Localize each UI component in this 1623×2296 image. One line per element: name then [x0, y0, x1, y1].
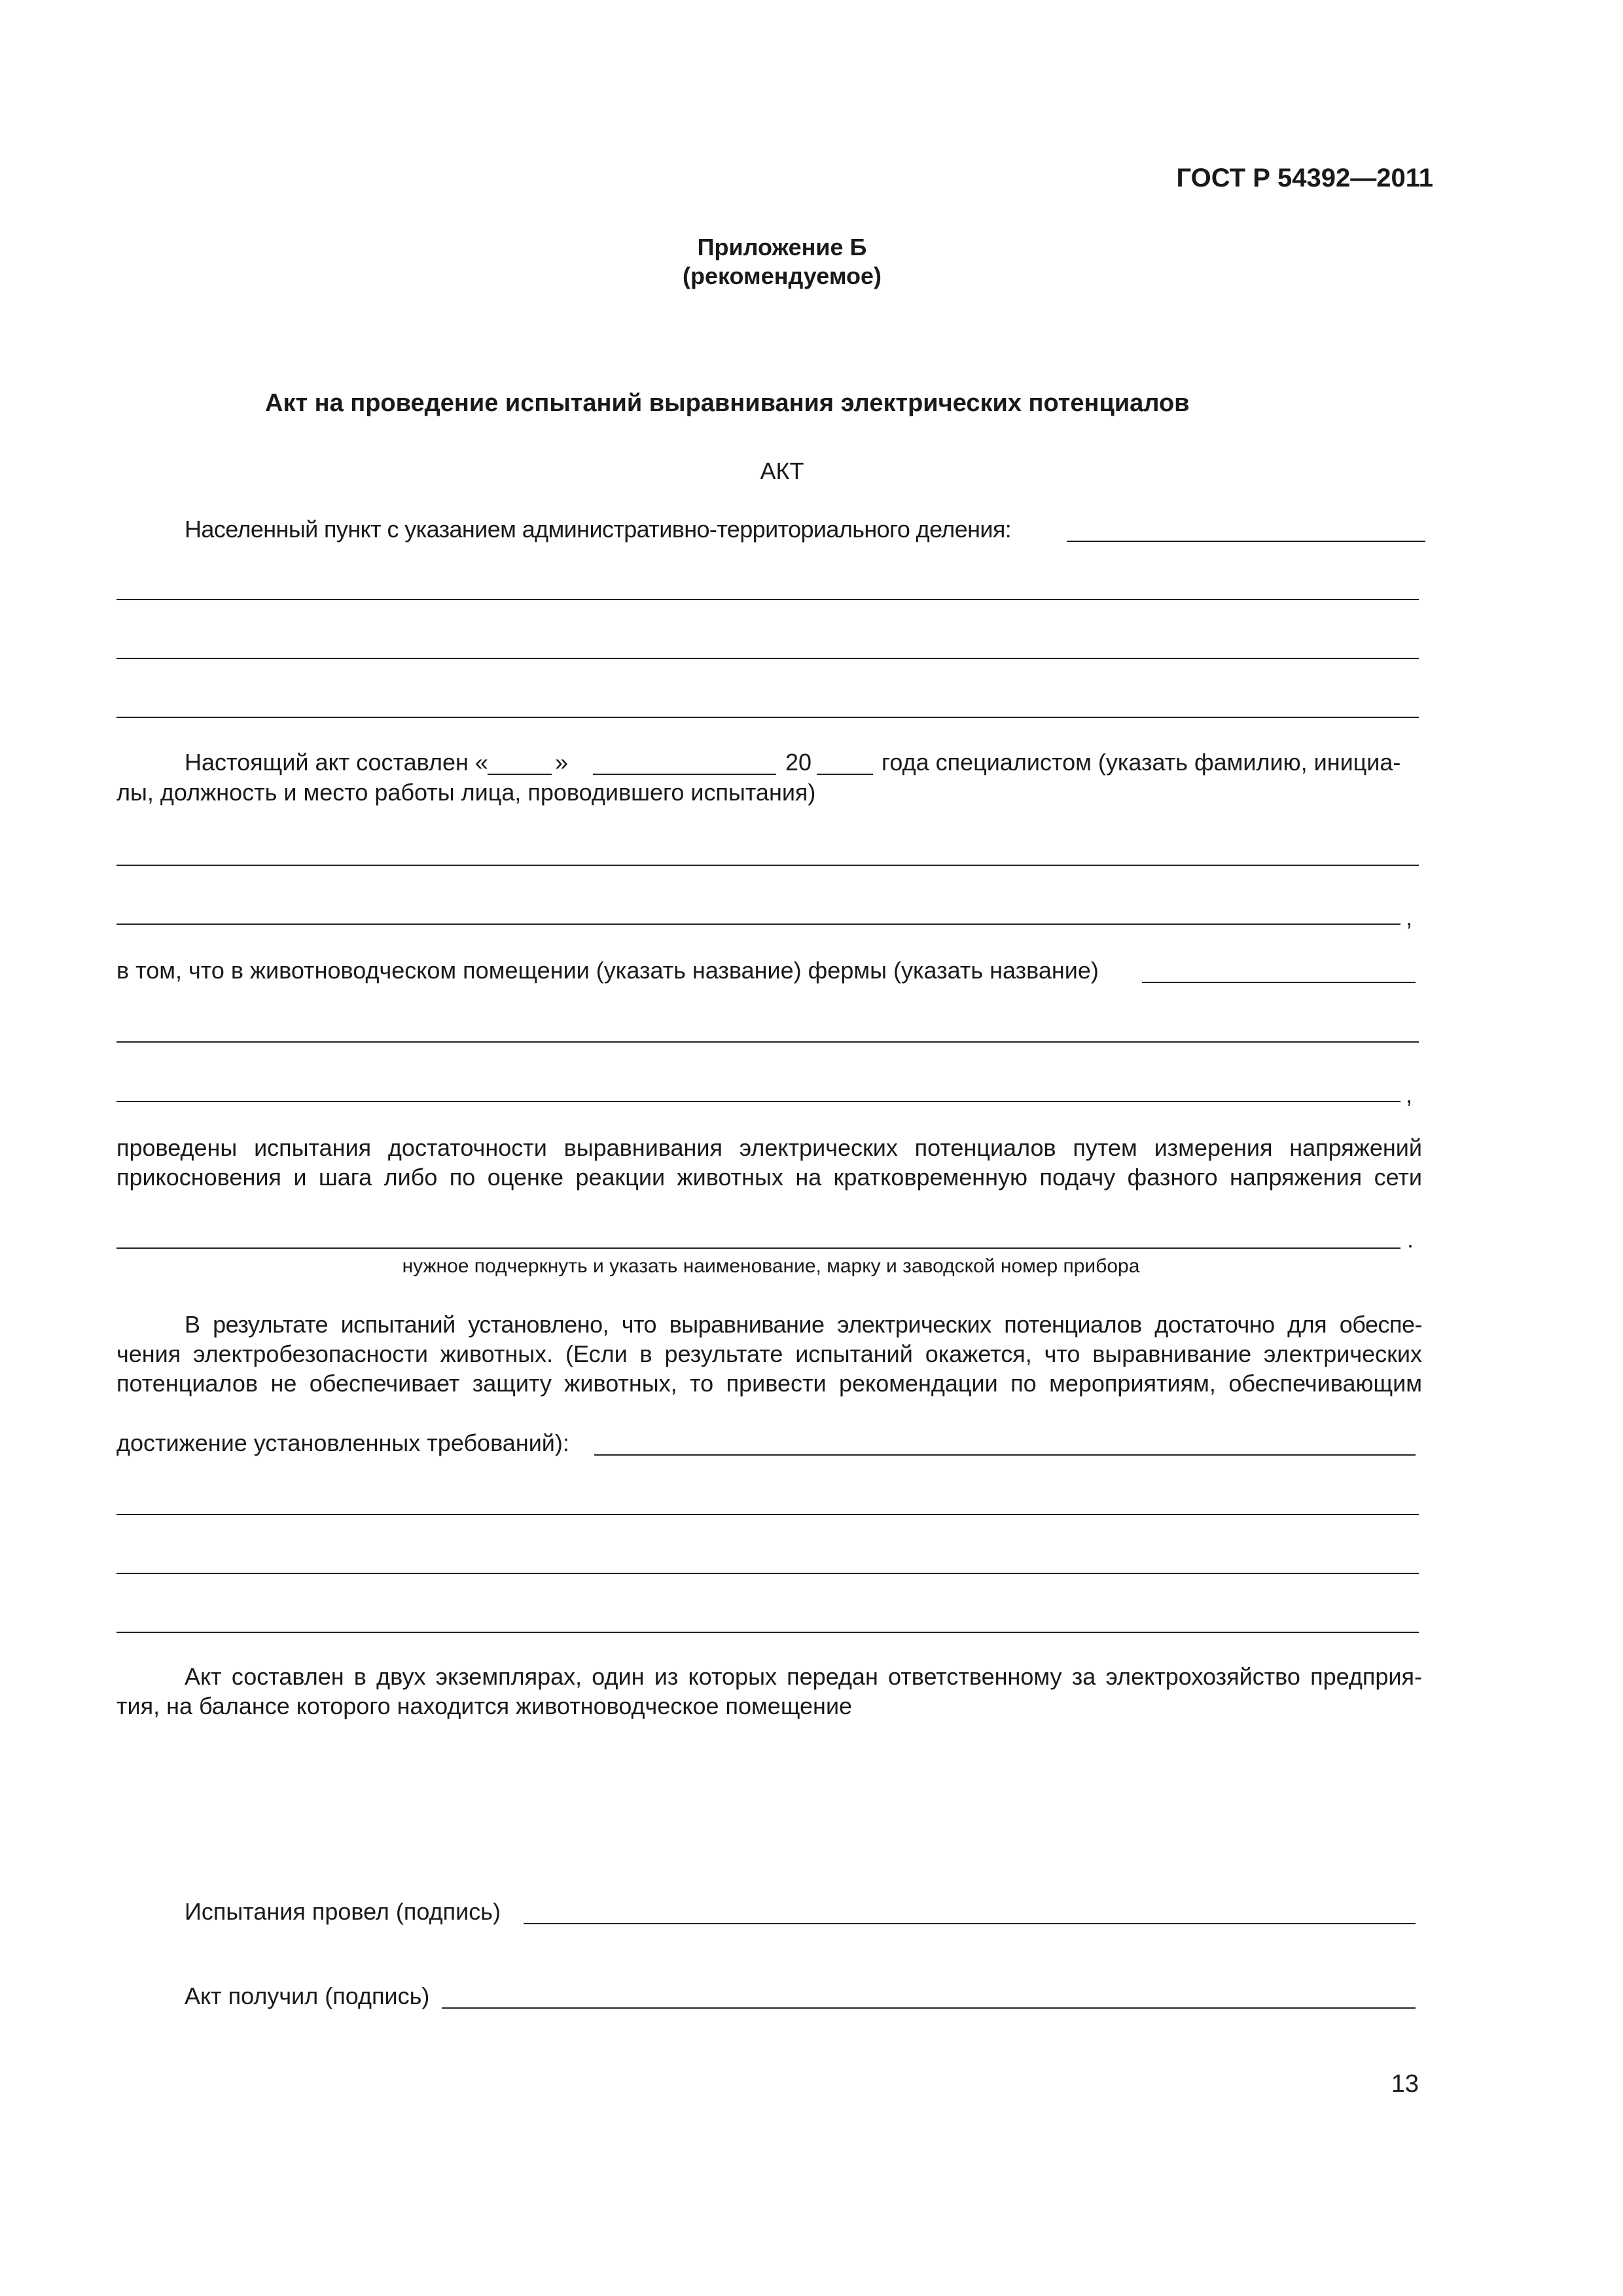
requirements-line-4[interactable] — [116, 1632, 1419, 1633]
requirements-label: достижение установленных требований): — [116, 1429, 569, 1456]
standard-number: ГОСТ Р 54392—2011 — [1176, 164, 1433, 192]
locality-line-4[interactable] — [116, 717, 1419, 718]
tester-signature-line[interactable] — [524, 1923, 1416, 1924]
appendix-title: Приложение Б — [697, 234, 867, 260]
premises-comma: , — [1406, 1081, 1413, 1108]
locality-line-2[interactable] — [116, 599, 1419, 600]
device-period: . — [1407, 1226, 1414, 1253]
copies-line-2: тия, на балансе которого находится животноводческое помещение — [116, 1693, 853, 1719]
compiled-quote-close: » — [555, 749, 569, 776]
receiver-signature-line[interactable] — [442, 2007, 1416, 2009]
result-line-1: В результате испытаний установлено, что выравнивание электрических потенциалов достаточно для обеспе- — [185, 1311, 1422, 1338]
locality-label: Населенный пункт с указанием административно-территориального деления: — [185, 516, 1012, 543]
appendix-note: (рекомендуемое) — [683, 262, 882, 289]
specialist-comma: , — [1406, 904, 1413, 931]
compiled-suffix: года специалистом (указать фамилию, инициа- — [882, 749, 1401, 776]
receiver-signature-label: Акт получил (подпись) — [185, 1982, 430, 2009]
tester-signature-label: Испытания провел (подпись) — [185, 1898, 501, 1925]
premises-label: в том, что в животноводческом помещении (указать название) фермы (указать название) — [116, 957, 1099, 984]
copies-line-1: Акт составлен в двух экземплярах, один из которых передан ответственному за электрохозяйство предприя- — [185, 1663, 1422, 1690]
compiled-day-field[interactable] — [488, 774, 552, 775]
compiled-year-prefix: 20 — [785, 749, 812, 776]
specialist-line-1[interactable] — [116, 865, 1419, 866]
tests-line-1: проведены испытания достаточности выравнивания электрических потенциалов путем измерения напряжений — [116, 1134, 1422, 1161]
page-number: 13 — [1391, 2070, 1419, 2098]
locality-line-3[interactable] — [116, 658, 1419, 659]
compiled-prefix: Настоящий акт составлен « — [185, 749, 488, 776]
premises-line-3[interactable] — [116, 1101, 1400, 1102]
requirements-line-2[interactable] — [116, 1514, 1419, 1515]
device-input-line[interactable] — [116, 1247, 1400, 1249]
locality-input-line[interactable] — [1067, 541, 1425, 542]
tests-line-2: прикосновения и шага либо по оценке реакции животных на кратковременную подачу фазного напряжения сети — [116, 1164, 1422, 1191]
premises-input-line[interactable] — [1142, 982, 1416, 983]
premises-line-2[interactable] — [116, 1041, 1419, 1043]
requirements-input-line[interactable] — [594, 1454, 1416, 1456]
result-line-2: чения электробезопасности животных. (Если в результате испытаний окажется, что выравнивание электрических — [116, 1340, 1422, 1367]
device-caption: нужное подчеркнуть и указать наименование, марку и заводской номер прибора — [402, 1255, 1140, 1277]
requirements-line-3[interactable] — [116, 1573, 1419, 1574]
compiled-line-2: лы, должность и место работы лица, проводившего испытания) — [116, 779, 816, 806]
act-label: АКТ — [760, 457, 804, 484]
specialist-line-2[interactable] — [116, 924, 1400, 925]
compiled-month-field[interactable] — [593, 774, 776, 775]
document-title: Акт на проведение испытаний выравнивания электрических потенциалов — [265, 389, 1190, 417]
result-line-3: потенциалов не обеспечивает защиту животных, то привести рекомендации по мероприятиям, обеспечивающим — [116, 1370, 1422, 1397]
compiled-year-field[interactable] — [817, 774, 873, 775]
